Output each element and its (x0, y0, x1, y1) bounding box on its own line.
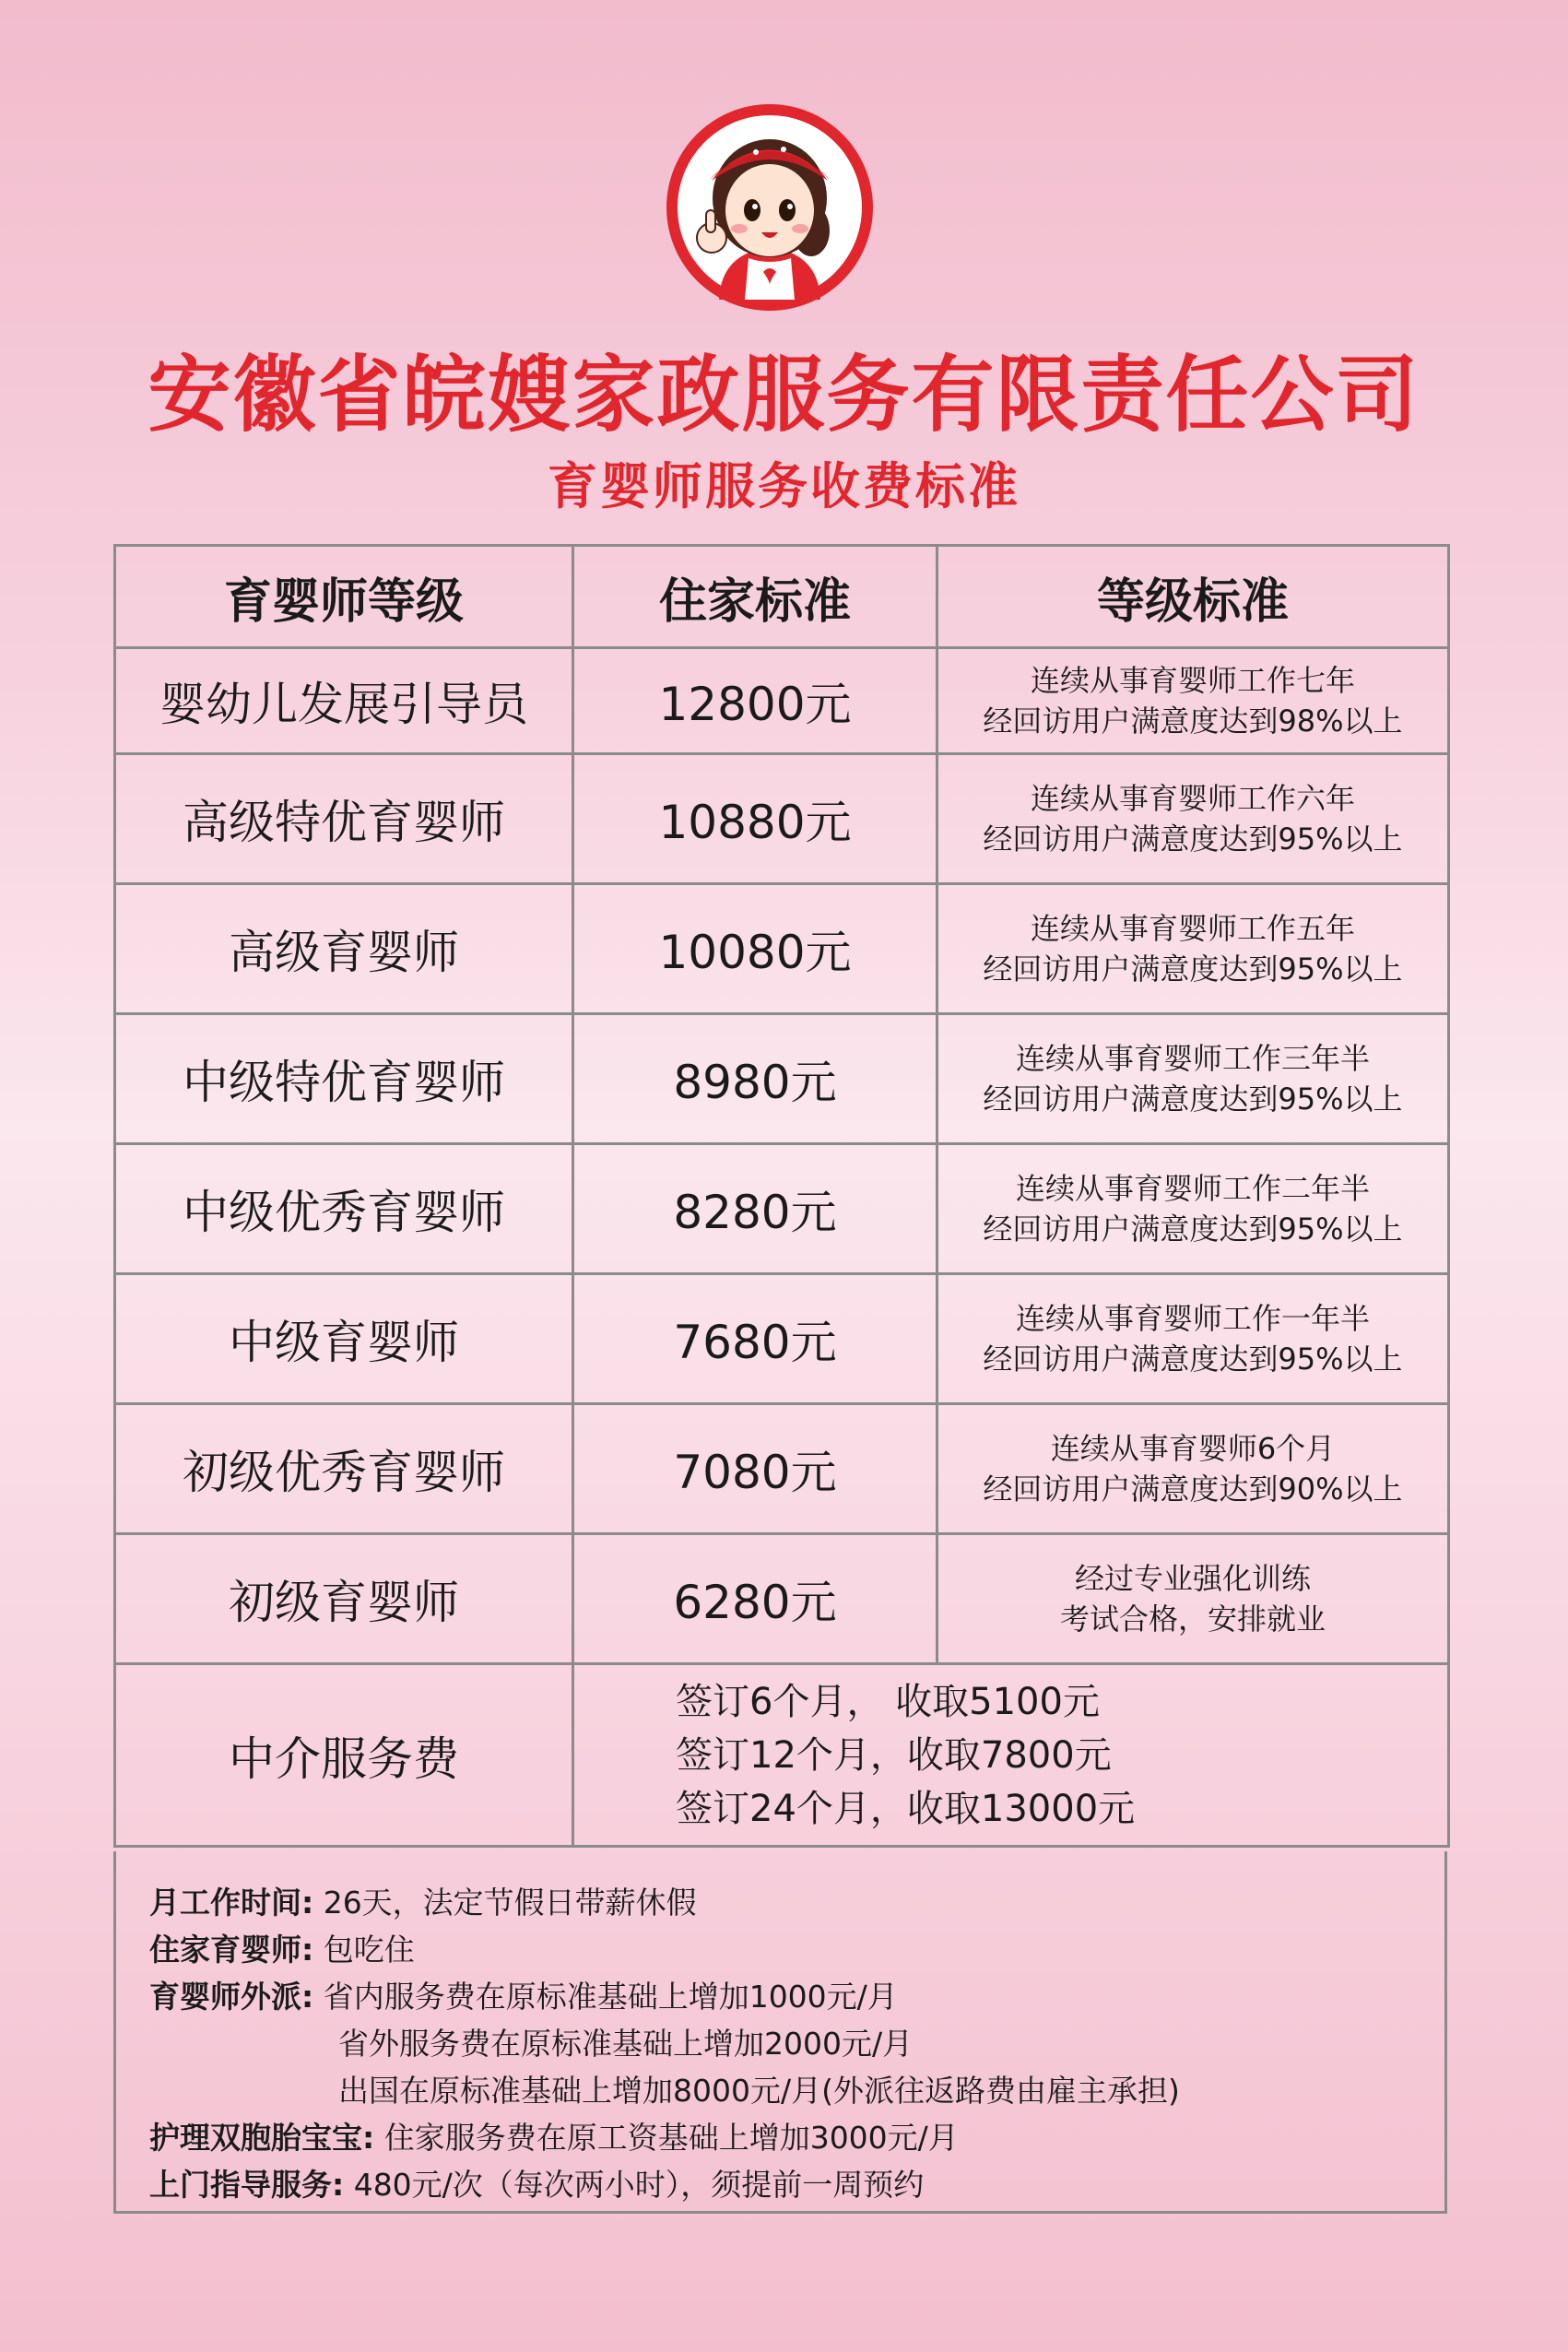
notes-section (113, 1851, 1447, 2214)
fee-line: 签订12个月，收取7800元 (676, 1733, 1112, 1777)
note-line (149, 2020, 1444, 2067)
price-cell: 8280元 (573, 1144, 937, 1274)
requirement-cell (937, 1014, 1449, 1144)
note-text: 出国在原标准基础上增加8000元/月(外派往返路费由雇主承担) (338, 2073, 1180, 2109)
level-cell: 高级特优育婴师 (115, 754, 573, 884)
note-text: 省内服务费在原标准基础上增加1000元/月 (313, 1979, 898, 2015)
note-text: 26天，法定节假日带薪休假 (313, 1885, 697, 1921)
table-row (115, 1274, 1449, 1404)
company-logo (664, 101, 876, 313)
requirement-line: 连续从事育婴师6个月 (1050, 1431, 1336, 1466)
requirement-cell (937, 1144, 1449, 1274)
level-cell: 高级育婴师 (115, 884, 573, 1014)
note-line (149, 1926, 1444, 1973)
note-label: 上门指导服务: (149, 2167, 345, 2203)
note-line (149, 1879, 1444, 1926)
price-table (113, 544, 1450, 1848)
table-row (115, 754, 1449, 884)
page-subtitle: 育婴师服务收费标准 (548, 457, 1020, 515)
fee-line: 签订24个月，收取13000元 (676, 1787, 1136, 1830)
requirement-cell (937, 754, 1449, 884)
note-label: 护理双胞胎宝宝: (149, 2120, 375, 2156)
note-label: 住家育婴师: (149, 1932, 314, 1968)
note-text: 住家服务费在原工资基础上增加3000元/月 (374, 2120, 959, 2156)
requirement-line: 经回访用户满意度达到95%以上 (983, 1211, 1403, 1247)
requirement-line: 经回访用户满意度达到95%以上 (983, 951, 1403, 987)
table-row (115, 1534, 1449, 1664)
note-line (149, 2161, 1444, 2208)
price-cell: 10880元 (573, 754, 937, 884)
price-cell: 10080元 (573, 884, 937, 1014)
level-cell: 初级优秀育婴师 (115, 1404, 573, 1534)
requirement-line: 连续从事育婴师工作七年 (1030, 663, 1355, 698)
requirement-cell (937, 1274, 1449, 1404)
requirement-cell (937, 1534, 1449, 1664)
nanny-mascot-icon (664, 101, 876, 313)
requirement-line: 经回访用户满意度达到95%以上 (983, 1081, 1403, 1117)
price-cell: 6280元 (573, 1534, 937, 1664)
table-row (115, 1014, 1449, 1144)
level-cell: 中级特优育婴师 (115, 1014, 573, 1144)
requirement-line: 考试合格，安排就业 (1059, 1601, 1326, 1637)
level-cell: 初级育婴师 (115, 1534, 573, 1664)
agency-fee-details (573, 1664, 1449, 1847)
level-cell: 婴幼儿发展引导员 (115, 648, 573, 754)
requirement-line: 经过专业强化训练 (1074, 1561, 1311, 1596)
price-cell: 8980元 (573, 1014, 937, 1144)
note-text: 480元/次（每次两小时），须提前一周预约 (344, 2167, 925, 2203)
requirement-line: 连续从事育婴师工作二年半 (1015, 1171, 1370, 1206)
note-line (149, 2114, 1444, 2161)
requirement-line: 连续从事育婴师工作三年半 (1015, 1041, 1370, 1076)
table-header-row (115, 546, 1449, 648)
requirement-cell (937, 648, 1449, 754)
company-name: 安徽省皖嫂家政服务有限责任公司 (147, 347, 1421, 443)
requirement-line: 连续从事育婴师工作五年 (1030, 911, 1355, 946)
table-row (115, 1144, 1449, 1274)
agency-fee-row (115, 1664, 1449, 1847)
requirement-cell (937, 1404, 1449, 1534)
agency-fee-label: 中介服务费 (115, 1664, 573, 1847)
header-price: 住家标准 (573, 546, 937, 648)
requirement-line: 连续从事育婴师工作一年半 (1015, 1301, 1370, 1336)
level-cell: 中级优秀育婴师 (115, 1144, 573, 1274)
note-label: 月工作时间: (149, 1885, 314, 1921)
price-cell: 12800元 (573, 648, 937, 754)
header-level: 育婴师等级 (115, 546, 573, 648)
requirement-line: 经回访用户满意度达到95%以上 (983, 821, 1403, 857)
note-line (149, 1973, 1444, 2020)
price-cell: 7680元 (573, 1274, 937, 1404)
requirement-line: 连续从事育婴师工作六年 (1030, 781, 1355, 816)
requirement-cell (937, 884, 1449, 1014)
note-label: 育婴师外派: (149, 1979, 314, 2015)
requirement-line: 经回访用户满意度达到95%以上 (983, 1341, 1403, 1377)
level-cell: 中级育婴师 (115, 1274, 573, 1404)
note-text: 包吃住 (313, 1932, 415, 1968)
table-row (115, 1404, 1449, 1534)
note-line (149, 2067, 1444, 2114)
fee-line: 签订6个月， 收取5100元 (676, 1680, 1100, 1723)
note-text: 省外服务费在原标准基础上增加2000元/月 (338, 2026, 914, 2062)
header-standard: 等级标准 (937, 546, 1449, 648)
price-cell: 7080元 (573, 1404, 937, 1534)
requirement-line: 经回访用户满意度达到90%以上 (983, 1471, 1403, 1507)
requirement-line: 经回访用户满意度达到98%以上 (983, 703, 1403, 739)
table-row (115, 648, 1449, 754)
table-row (115, 884, 1449, 1014)
